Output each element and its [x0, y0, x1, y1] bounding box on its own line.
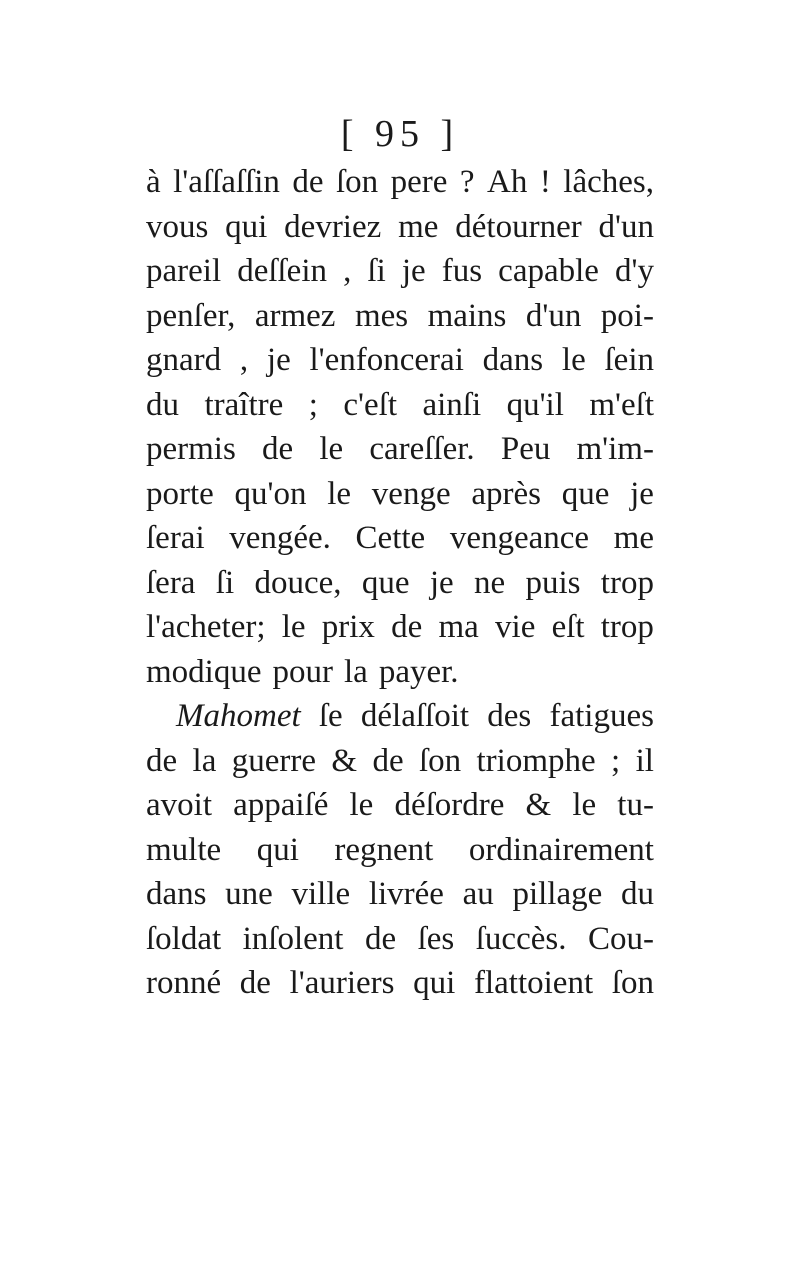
text-word: m'im- — [576, 431, 654, 467]
text-word: porte — [146, 475, 214, 512]
text-word: ma — [438, 609, 479, 645]
text-word: la — [192, 742, 217, 779]
text-word: ? — [459, 164, 475, 200]
text-word: ! — [539, 164, 551, 200]
text-word: mains — [427, 297, 507, 334]
text-word: ordinairement — [468, 831, 654, 868]
text-word: qui — [256, 831, 299, 868]
text-line — [146, 872, 654, 917]
text-word: ſuccès. — [475, 920, 567, 957]
text-word: de — [239, 965, 271, 1001]
text-word: ; — [611, 742, 621, 779]
text-line — [146, 739, 654, 784]
text-word: du — [146, 386, 179, 423]
text-word: le — [561, 342, 586, 378]
text-word: fus — [441, 253, 483, 289]
text-word: je — [630, 475, 654, 512]
text-word: trop — [600, 564, 654, 601]
text-word: ſe — [318, 698, 343, 734]
text-word: de — [391, 609, 423, 645]
text-word: careſſer. — [369, 431, 475, 467]
text-word: l'enfoncerai — [309, 342, 464, 378]
text-word: inſolent — [242, 920, 344, 957]
text-line — [146, 294, 654, 339]
text-line — [146, 338, 654, 383]
text-word: que — [361, 564, 410, 601]
text-word: douce, — [254, 564, 342, 601]
text-word: Ah — [487, 164, 528, 200]
text-word: venge — [371, 475, 451, 512]
text-word: je — [266, 342, 291, 378]
text-word: eſt — [551, 609, 585, 645]
text-word: des — [487, 698, 532, 734]
text-word: déſordre — [394, 787, 505, 823]
text-word: modique — [146, 653, 262, 690]
text-word: qu'on — [234, 475, 307, 512]
text-line — [146, 828, 654, 873]
text-word: penſer, — [146, 297, 236, 334]
text-word: regnent — [334, 831, 434, 868]
text-line — [146, 160, 654, 205]
text-word: une — [225, 876, 273, 912]
text-line — [146, 694, 654, 739]
text-word: d'y — [615, 253, 654, 289]
text-word: permis — [146, 431, 236, 467]
text-word: me — [613, 520, 654, 556]
text-line — [146, 516, 654, 561]
text-word: me — [398, 208, 439, 245]
text-word: Mahomet — [176, 698, 301, 734]
text-word: le — [319, 431, 344, 467]
text-word: ; — [308, 386, 318, 423]
text-word: je — [429, 564, 454, 601]
text-word: que — [561, 475, 610, 512]
text-word: , — [343, 253, 352, 289]
text-word: d'un — [598, 208, 654, 245]
text-word: qui — [413, 965, 456, 1001]
text-line — [146, 472, 654, 517]
text-word: ville — [291, 876, 351, 912]
text-word: appaiſé — [233, 787, 329, 823]
text-word: de — [372, 742, 404, 779]
text-word: deſſein — [237, 253, 328, 289]
text-word: l'aſſaſſin — [173, 164, 280, 200]
text-word: qui — [225, 208, 268, 245]
text-word: l'auriers — [289, 965, 395, 1001]
text-word: poi- — [600, 297, 654, 334]
text-word: ſi — [215, 564, 235, 601]
text-word: le — [572, 787, 597, 823]
text-line — [146, 605, 654, 650]
text-word: ſon — [418, 742, 462, 779]
text-line — [146, 561, 654, 606]
text-word: ſes — [417, 920, 455, 957]
text-word: ſi — [367, 253, 386, 289]
text-word: ronné — [146, 965, 222, 1001]
text-word: guerre — [231, 742, 317, 779]
text-word: le — [349, 787, 374, 823]
text-word: au — [462, 876, 494, 912]
text-word: trop — [600, 609, 654, 645]
text-word: Peu — [500, 431, 551, 467]
text-word: ſon — [611, 965, 654, 1001]
text-line — [146, 917, 654, 962]
text-word: pere — [390, 164, 448, 200]
text-word: de — [262, 431, 294, 467]
text-word: de — [364, 920, 397, 957]
text-word: il — [635, 742, 654, 779]
text-word: , — [239, 342, 249, 378]
text-word: lâches, — [563, 164, 654, 200]
text-word: gnard — [146, 342, 222, 378]
text-word: armez — [254, 297, 336, 334]
body-text — [146, 160, 654, 1006]
text-word: & — [525, 787, 552, 823]
text-word: ainſi — [422, 386, 482, 423]
text-line — [146, 783, 654, 828]
text-word: mes — [354, 297, 409, 334]
text-word: Cette — [355, 520, 426, 556]
text-word: l'acheter; — [146, 609, 266, 645]
text-word: vous — [146, 208, 209, 245]
text-line — [146, 249, 654, 294]
text-word: pareil — [146, 253, 222, 289]
text-word: m'eſt — [589, 386, 654, 423]
text-word: de — [292, 164, 324, 200]
text-word: ſera — [146, 564, 196, 601]
text-line — [146, 383, 654, 428]
text-word: vengeance — [449, 520, 590, 556]
text-word: fatigues — [549, 698, 654, 734]
text-line — [146, 427, 654, 472]
text-word: pillage — [512, 876, 603, 912]
text-word: ſoldat — [146, 920, 222, 957]
text-word: après — [471, 475, 541, 512]
text-word: qu'il — [506, 386, 564, 423]
text-line — [146, 961, 654, 1006]
text-line — [146, 650, 654, 695]
text-line — [146, 205, 654, 250]
text-word: détourner — [455, 208, 582, 245]
text-word: la — [343, 653, 368, 690]
text-word: capable — [498, 253, 599, 289]
text-word: Cou- — [587, 920, 654, 957]
text-word: dans — [146, 876, 207, 912]
text-word: flattoient — [474, 965, 594, 1001]
text-word: le — [281, 609, 306, 645]
text-word: prix — [321, 609, 375, 645]
text-word: multe — [146, 831, 222, 868]
text-word: puis — [525, 564, 581, 601]
text-word: & — [331, 742, 358, 779]
text-word: livrée — [368, 876, 444, 912]
text-word: avoit — [146, 787, 212, 823]
text-word: je — [401, 253, 426, 289]
text-word: payer. — [378, 653, 459, 690]
text-word: pour — [272, 653, 333, 690]
text-word: le — [327, 475, 352, 512]
text-word: à — [146, 164, 161, 200]
text-word: de — [146, 742, 178, 779]
text-word: traître — [204, 386, 284, 423]
text-word: ne — [473, 564, 506, 601]
text-word: délaſſoit — [360, 698, 470, 734]
page-number: [ 95 ] — [340, 113, 460, 155]
text-word: devriez — [284, 208, 382, 245]
text-word: vengée. — [229, 520, 331, 556]
text-word: ſon — [335, 164, 379, 200]
text-word: c'eſt — [343, 386, 397, 423]
text-word: triomphe — [476, 742, 596, 779]
text-word: ſerai — [146, 520, 205, 556]
text-word: vie — [495, 609, 536, 645]
text-word: dans — [482, 342, 544, 378]
text-word: du — [620, 876, 654, 912]
text-word: tu- — [617, 787, 654, 823]
text-word: d'un — [525, 297, 582, 334]
text-word: ſein — [604, 342, 654, 378]
